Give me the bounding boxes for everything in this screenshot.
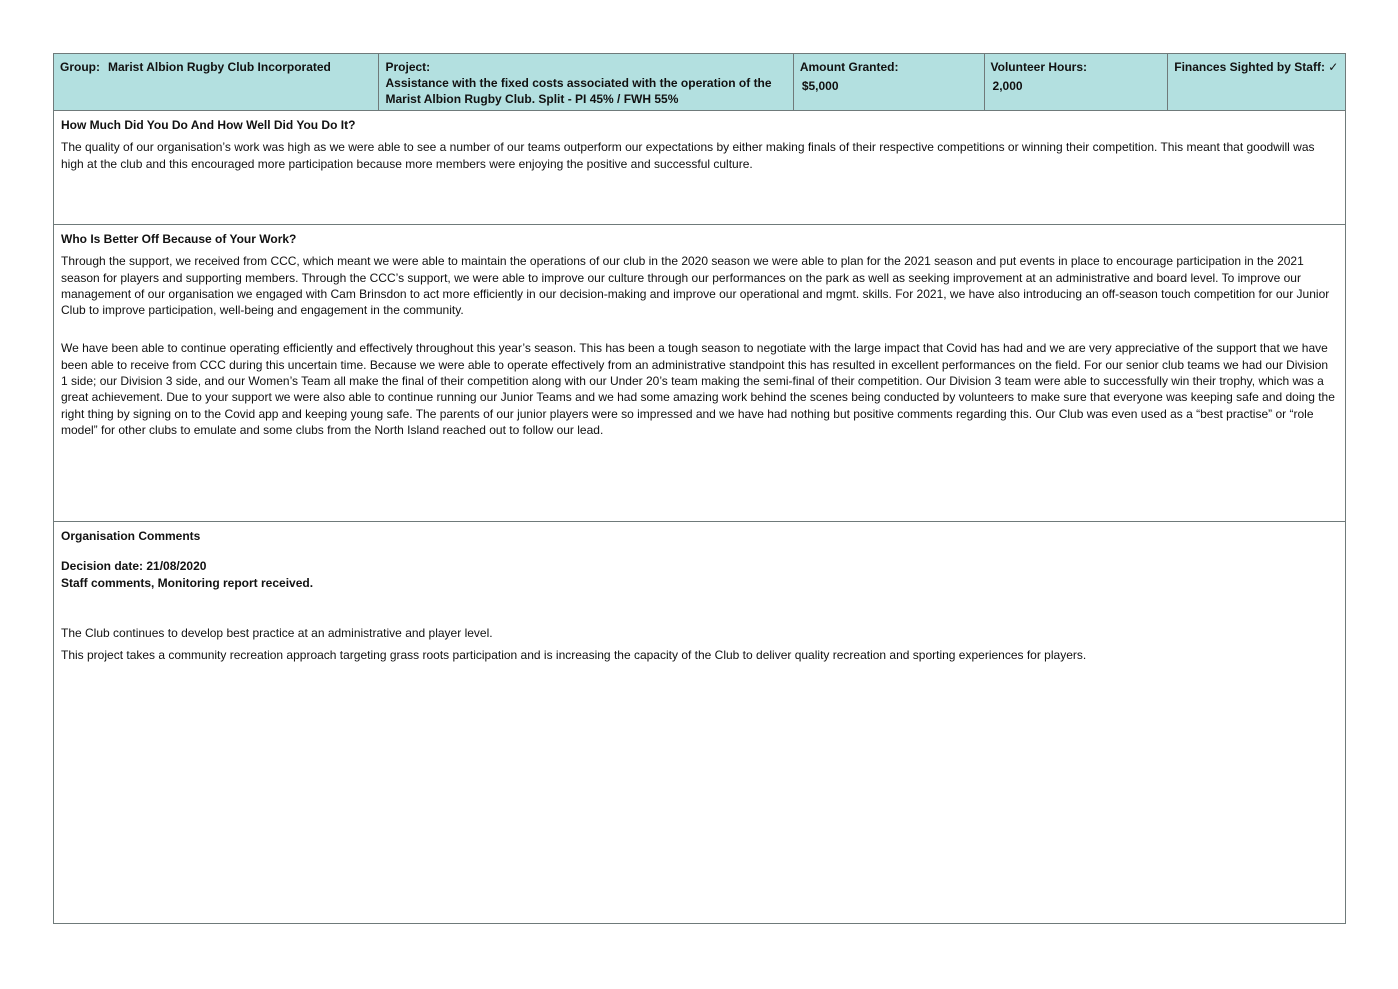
comment-2: This project takes a community recreation approach targeting grass roots participation and is increasing the capacity of the Club to deliver quality recreation and sporting experiences for players.	[61, 648, 1087, 663]
amount-cell	[794, 54, 985, 110]
org-comments-title: Organisation Comments	[61, 529, 201, 543]
header-row	[54, 54, 1345, 111]
project-value: Assistance with the fixed costs associated with the operation of the Marist Albion Rugby Club. Split - PI 45% / FWH 55%	[385, 76, 772, 106]
report-sheet	[53, 53, 1346, 924]
project-cell	[379, 54, 793, 110]
how-much-text: The quality of our organisation’s work was high as we were able to see a number of our teams outperform our expectations by either making finals of their respective competitions or winning their competition. This meant that goodwill was high at the club and this encouraged more participation because more members were enjoying the positive and successful culture.	[61, 140, 1315, 171]
comment-1: The Club continues to develop best practice at an administrative and player level.	[61, 625, 493, 640]
hours-label: Volunteer Hours:	[990, 60, 1087, 74]
better-off-title: Who Is Better Off Because of Your Work?	[61, 232, 297, 246]
project-label: Project:	[385, 60, 431, 74]
better-off-paragraph-2: We have been able to continue operating efficiently and effectively throughout this year’s season. This has been a tough season to negotiate with the large impact that Covid has had and we are very appreciative of the support that we have been able to receive from CCC during this uncertain time. Because we were able to operate effectively from an administrative standpoint this has resulted in excellent performances on the field. For our senior club teams we had our Division 1 side; our Division 3 side, and our Women’s Team all make the final of their competition along with our Under 20’s team making the semi-final of their competition. Our Division 3 team were able to successfully win their trophy, which was a great achievement. Due to your support we were also able to continue running our Junior Teams and we had some amazing work behind the scenes being conducted by volunteers to make sure that everyone was keeping safe and doing the right thing by signing on to the Covid app and keeping young safe. The parents of our junior players were so impressed and we have had nothing but positive comments regarding this. Our Club was even used as a “best practise” or “role model” for other clubs to emulate and some clubs from the North Island reached out to follow our lead.	[61, 341, 1335, 437]
finances-label: Finances Sighted by Staff:	[1174, 60, 1325, 74]
better-off-paragraph-1: Through the support, we received from CCC, which meant we were able to maintain the operations of our club in the 2020 season we were able to plan for the 2021 season and put events in place to encourage participation in the 2021 season for players and supporting members. Through the CCC’s support, we were able to improve our culture through our performances on the park as well as seeking improvement at an administrative and board level. To improve our management of our organisation we engaged with Cam Brinsdon to act more efficiently in our decision-making and improve our operational and mgmt. skills. For 2021, we have also introducing an off-season touch competition for our Junior Club to improve participation, well-being and engagement in the community.	[61, 254, 1330, 318]
how-much-title: How Much Did You Do And How Well Did You Do It?	[61, 118, 356, 132]
group-cell	[54, 54, 379, 110]
amount-label: Amount Granted:	[799, 60, 899, 74]
group-label: Group:	[60, 60, 100, 74]
hours-value: 2,000	[992, 79, 1023, 93]
how-much-section	[54, 111, 1345, 225]
finances-cell	[1168, 54, 1345, 110]
amount-value: $5,000	[801, 79, 839, 93]
group-value: Marist Albion Rugby Club Incorporated	[108, 60, 331, 74]
org-comments-section	[54, 522, 1345, 925]
check-icon: ✓	[1328, 60, 1339, 74]
staff-comments: Staff comments, Monitoring report received.	[61, 575, 314, 590]
decision-date: Decision date: 21/08/2020	[61, 559, 207, 574]
better-off-section	[54, 225, 1345, 522]
hours-cell	[985, 54, 1169, 110]
